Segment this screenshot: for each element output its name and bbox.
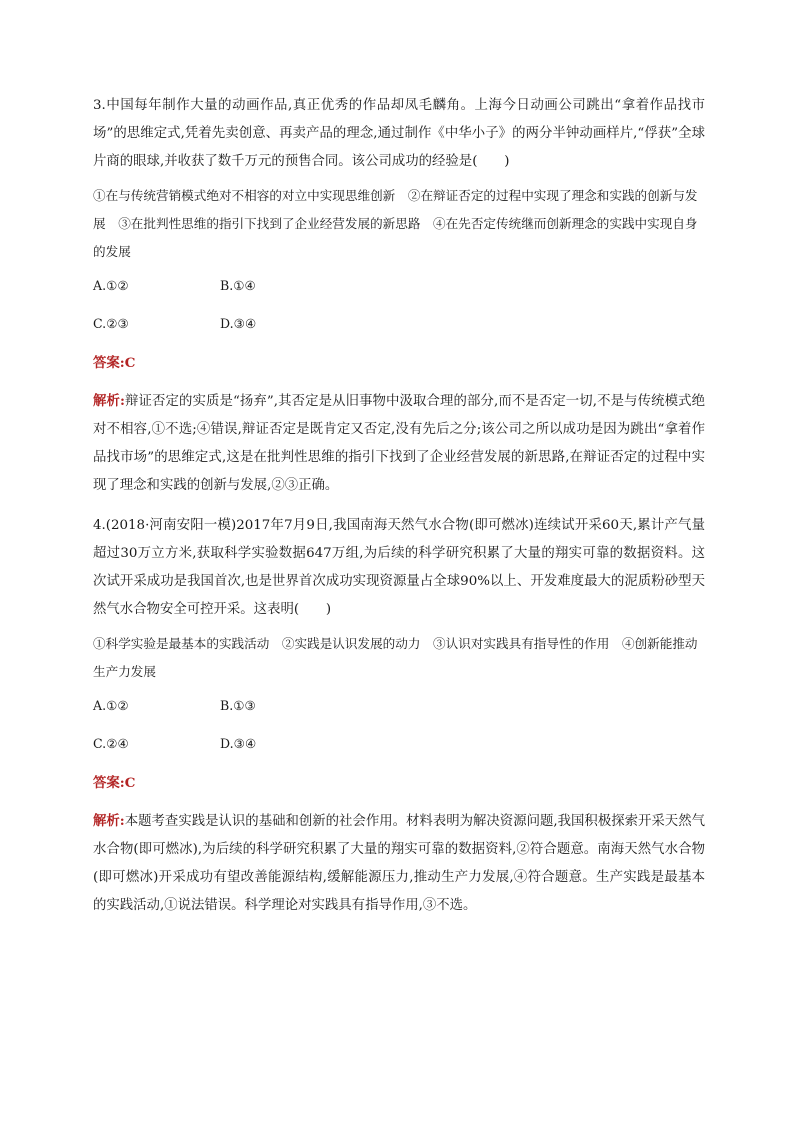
answer-line (93, 772, 705, 795)
choice-a: A.①② (93, 278, 129, 293)
analysis-text: 辩证否定的实质是“扬弃”,其否定是从旧事物中汲取合理的部分,而不是否定一切,不是与传统模式绝对不相容,①不选;④错误,辩证否定是既肯定又否定,没有先后之分;该公司之所以成功是因为跳出“拿着作品找市场”的思维定式,这是在批判性思维的指引下找到了企业经营发展的新思路,在辩证否定的过程中实现了理念和实践的创新与发展,②③正确。 (93, 394, 705, 493)
answer-label: 答案: (93, 355, 125, 371)
question-3 (93, 92, 705, 500)
choice-b: B.①④ (220, 278, 256, 293)
answer-label: 答案: (93, 775, 125, 791)
question-stem: 4.(2018·河南安阳一模)2017年7月9日,我国南海天然气水合物(即可燃冰)连续试开采60天,累计产气量超过30万立方米,获取科学实验数据647万组,为后续的科学研究积累了大量的翔实可靠的数据资料。这次试开采成功是我国首次,也是世界首次成功实现资源量占全球90%以上、开发难度最大的泥质粉砂型天然气水合物安全可控开采。这表明( ) (93, 518, 705, 617)
analysis-paragraph (93, 387, 705, 500)
statement-options: ①在与传统营销模式绝对不相容的对立中实现思维创新 ②在辩证否定的过程中实现了理念和实践的创新与发展 ③在批判性思维的指引下找到了企业经营发展的新思路 ④在先否定传统继而创新理念的实践中实现自身的发展 (93, 188, 698, 259)
question-4 (93, 512, 705, 920)
choice-row (93, 314, 705, 334)
answer-value: C (124, 775, 136, 791)
question-stem: 3.中国每年制作大量的动画作品,真正优秀的作品却凤毛麟角。上海今日动画公司跳出“拿着作品找市场”的思维定式,凭着先卖创意、再卖产品的理念,通过制作《中华小子》的两分半钟动画样片,“俘获”全球片商的眼球,并收获了数千万元的预售合同。该公司成功的经验是( ) (93, 98, 705, 169)
answer-line (93, 352, 705, 375)
answer-value: C (124, 355, 136, 371)
choice-a: A.①② (93, 698, 129, 713)
statement-options: ①科学实验是最基本的实践活动 ②实践是认识发展的动力 ③认识对实践具有指导性的作用 ④创新能推动生产力发展 (93, 636, 698, 679)
analysis-label: 解析: (93, 393, 125, 409)
analysis-label: 解析: (93, 813, 125, 829)
choice-row (93, 276, 705, 296)
analysis-text: 本题考查实践是认识的基础和创新的社会作用。材料表明为解决资源问题,我国积极探索开采天然气水合物(即可燃冰),为后续的科学研究积累了大量的翔实可靠的数据资料,②符合题意。南海天然气水合物(即可燃冰)开采成功有望改善能源结构,缓解能源压力,推动生产力发展,④符合题意。生产实践是最基本的实践活动,①说法错误。科学理论对实践具有指导作用,③不选。 (93, 814, 705, 913)
document-page (93, 92, 705, 932)
choice-c: C.②④ (93, 736, 129, 751)
choice-d: D.③④ (220, 736, 257, 751)
choice-row (93, 734, 705, 754)
choice-d: D.③④ (220, 316, 257, 331)
analysis-paragraph (93, 807, 705, 920)
choice-row (93, 696, 705, 716)
choice-c: C.②③ (93, 316, 129, 331)
choice-b: B.①③ (220, 698, 256, 713)
